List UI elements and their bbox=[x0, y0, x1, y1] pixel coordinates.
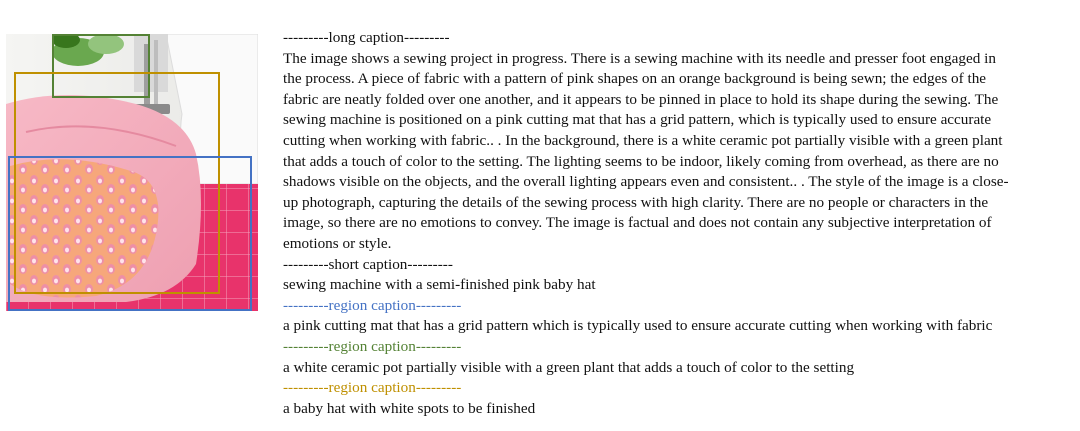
short-caption-text: sewing machine with a semi-finished pink baby hat bbox=[283, 276, 596, 294]
region-caption-header-blue: ---------region caption--------- bbox=[283, 296, 462, 314]
short-caption-header: ---------short caption--------- bbox=[283, 255, 453, 273]
region-caption-header-olive: ---------region caption--------- bbox=[283, 379, 462, 397]
long-caption-line: up photograph, capturing the details of the sewing process with high clarity. There are no people or characters in the bbox=[283, 193, 989, 211]
long-caption-line: the process. A piece of fabric with a pattern of pink shapes on an orange background is being sewn; the edges of the bbox=[283, 70, 987, 88]
long-caption-line: that adds a touch of color to the setting. The lighting seems to be indoor, likely coming from overhead, as there are no bbox=[283, 152, 999, 170]
figure-photo bbox=[6, 34, 258, 311]
long-caption-line: The image shows a sewing project in progress. There is a sewing machine with its needle and presser foot engaged in bbox=[283, 49, 996, 67]
caption-panel bbox=[283, 28, 1075, 419]
long-caption-line: fabric are neatly folded over one another, and it appears to be pinned in place to hold its shape during the sewing. The bbox=[283, 90, 999, 108]
region-caption-text-green: a white ceramic pot partially visible with a green plant that adds a touch of color to the setting bbox=[283, 358, 855, 376]
region-caption-header-green: ---------region caption--------- bbox=[283, 337, 462, 355]
long-caption-text bbox=[283, 49, 1075, 255]
region-box-blue bbox=[8, 156, 252, 311]
long-caption-line: emotions or style. bbox=[283, 234, 392, 252]
region-caption-text-blue: a pink cutting mat that has a grid pattern which is typically used to ensure accurate cutting when working with fabric bbox=[283, 317, 993, 335]
long-caption-line: cutting when working with fabric.. . In the background, there is a white ceramic pot partially visible with a green plant bbox=[283, 131, 1003, 149]
long-caption-header: ---------long caption--------- bbox=[283, 29, 450, 46]
long-caption-line: image, so there are no emotions to convey. The image is factual and does not contain any subjective interpretation of bbox=[283, 214, 992, 232]
long-caption-line: shadows visible on the objects, and the overall lighting appears even and consistent.. . The style of the image is a close- bbox=[283, 173, 1009, 191]
long-caption-line: sewing machine is positioned on a pink cutting mat that has a grid pattern, which is typically used to ensure accurate bbox=[283, 111, 992, 129]
region-caption-text-olive: a baby hat with white spots to be finished bbox=[283, 399, 536, 417]
